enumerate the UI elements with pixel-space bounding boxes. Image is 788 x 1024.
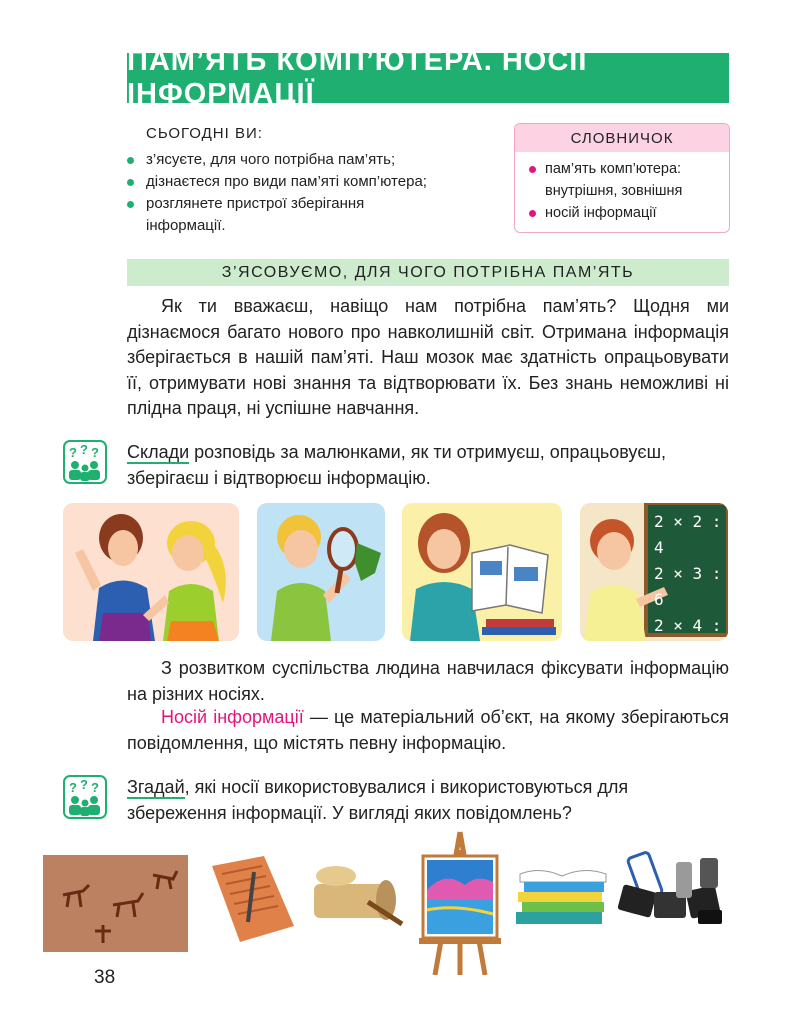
section-heading: З’ЯСОВУЄМО, ДЛЯ ЧОГО ПОТРІБНА ПАМ’ЯТЬ bbox=[127, 259, 729, 286]
boy-with-magnifier-illustration bbox=[257, 503, 385, 641]
goal-item: дізнаєтеся про види пам’яті комп’ютера; bbox=[125, 171, 495, 193]
chalk-line: 2 × 4 : bbox=[654, 616, 722, 635]
chalkboard-illustration bbox=[580, 503, 728, 641]
task-text: розповідь за малюнками, як ти отримуєш, опрацьовуєш, зберігаєш і відтворюєш інформацію. bbox=[127, 442, 667, 488]
glossary-title: СЛОВНИЧОК bbox=[515, 124, 729, 152]
teacher-with-book-illustration bbox=[402, 503, 562, 641]
definition-term: Носій інформації bbox=[161, 707, 304, 727]
task-text: , які носії використовувалися і використовуються для збереження інформації. У вигляді яких повідомлень? bbox=[127, 777, 629, 823]
chalkboard-text bbox=[654, 509, 728, 639]
svg-text:?: ? bbox=[80, 442, 88, 457]
scroll-image bbox=[306, 862, 406, 932]
page-number: 38 bbox=[94, 967, 116, 988]
goal-item: розглянете пристрої зберігання інформації. bbox=[125, 193, 406, 237]
storage-devices-image bbox=[614, 848, 730, 932]
task-keyword: Згадай bbox=[127, 777, 185, 797]
chalk-line: 2 × 2 : 4 bbox=[654, 512, 722, 557]
svg-text:?: ? bbox=[91, 780, 99, 795]
painting-easel-image bbox=[415, 830, 505, 975]
svg-text:?: ? bbox=[80, 777, 88, 792]
task-compose-story bbox=[127, 440, 729, 491]
books-stack-image bbox=[510, 866, 614, 930]
chalk-line: 2 × 3 : 6 bbox=[654, 564, 722, 609]
definition-text: — це матеріальний об’єкт, на якому зберігаються повідомлення, що містять певну інформацію. bbox=[127, 707, 729, 753]
cave-painting-image bbox=[43, 855, 188, 952]
svg-text:?: ? bbox=[69, 445, 77, 460]
task-keyword: Склади bbox=[127, 442, 190, 462]
page-title: ПАМ’ЯТЬ КОМП’ЮТЕРА. НОСІЇ ІНФОРМАЦІЇ bbox=[127, 53, 729, 103]
glossary-box bbox=[514, 123, 730, 233]
glossary-item: носій інформації bbox=[515, 202, 729, 224]
girls-talking-illustration bbox=[63, 503, 239, 641]
goal-item: з’ясуєте, для чого потрібна пам’ять; bbox=[125, 149, 495, 171]
task-recall-carriers bbox=[127, 775, 729, 826]
definition-paragraph bbox=[127, 705, 729, 756]
glossary-list bbox=[515, 158, 729, 224]
svg-text:?: ? bbox=[69, 780, 77, 795]
today-label: СЬОГОДНІ ВИ: bbox=[146, 125, 263, 142]
paragraph-society: З розвитком суспільства людина навчилася фіксувати інформацію на різних носіях. bbox=[127, 658, 729, 704]
clay-tablet-image bbox=[204, 852, 299, 944]
glossary-item: пам’ять комп’ютера: внутрішня, зовнішня bbox=[515, 158, 729, 202]
svg-text:?: ? bbox=[91, 445, 99, 460]
discussion-task-icon bbox=[63, 440, 107, 484]
goals-list bbox=[125, 149, 495, 237]
discussion-task-icon bbox=[63, 775, 107, 819]
paragraph-memory: Як ти вважаєш, навіщо нам потрібна пам’ять? Щодня ми дізнаємося багато нового про навколишній світ. Отримана інформація зберігається в нашій пам’яті. Наш мозок має здатність опрацьовувати її, отримувати нові знання та відтворювати їх. Без знань неможливі ні плідна праця, ні успішне навчання. bbox=[127, 296, 729, 418]
